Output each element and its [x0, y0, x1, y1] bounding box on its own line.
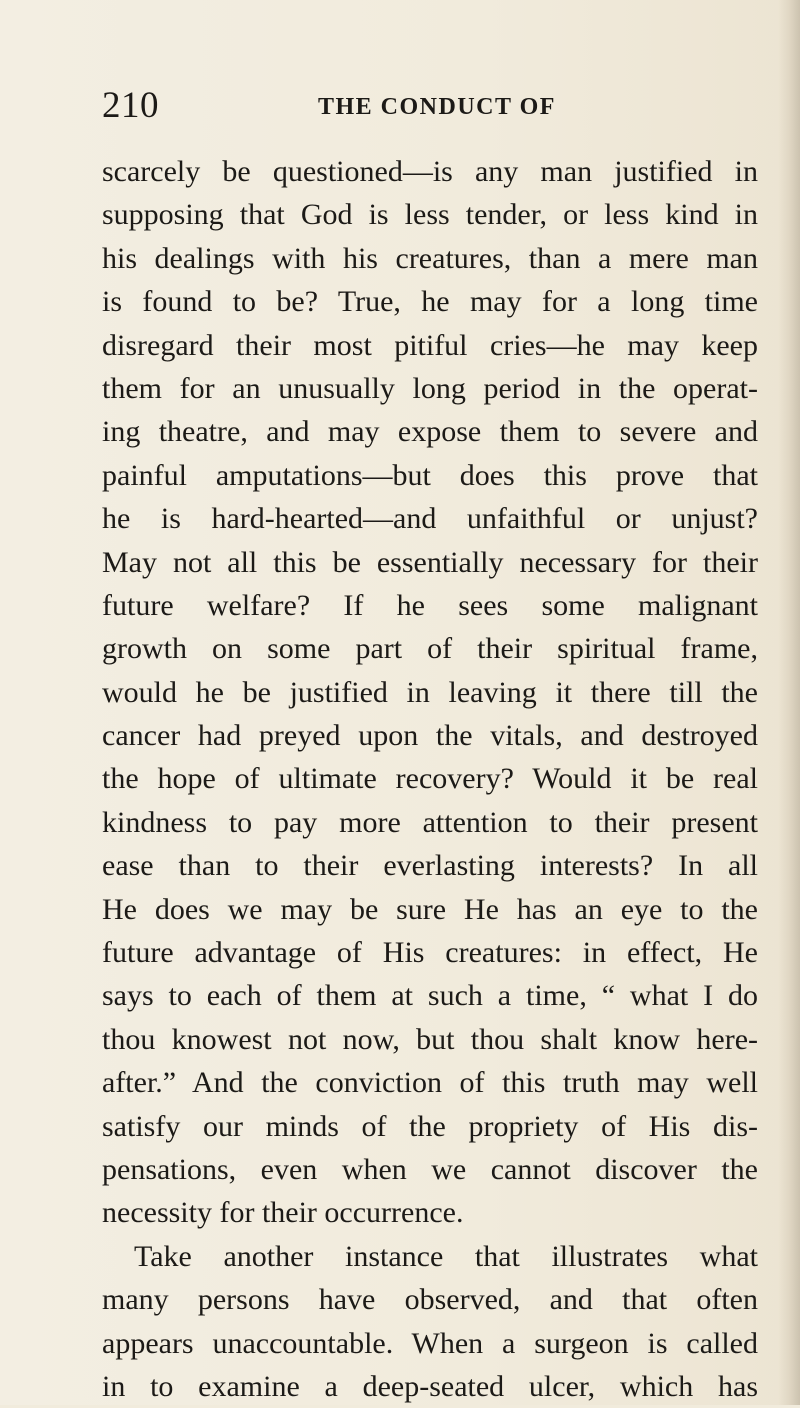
text-line: after.” And the conviction of this truth may well	[102, 1066, 758, 1100]
text-line: supposing that God is less tender, or less kind in	[102, 198, 758, 232]
text-line: He does we may be sure He has an eye to the	[102, 892, 758, 926]
text-line: appears unaccountable. When a surgeon is called	[102, 1326, 758, 1360]
text-line: May not all this be essentially necessary for their	[102, 545, 758, 579]
text-line: thou knowest not now, but thou shalt know here-	[102, 1022, 758, 1056]
text-line: would he be justified in leaving it there till the	[102, 675, 758, 709]
text-line: ease than to their everlasting interests? In all	[102, 849, 758, 883]
text-line: future advantage of His creatures: in effect, He	[102, 936, 758, 970]
text-line: painful amputations—but does this prove that	[102, 458, 758, 492]
text-line: pensations, even when we cannot discover the	[102, 1152, 758, 1186]
running-title: THE CONDUCT OF	[318, 94, 556, 120]
text-line: is found to be? True, he may for a long time	[102, 285, 758, 319]
page-number: 210	[102, 85, 159, 126]
text-line: kindness to pay more attention to their present	[102, 805, 758, 839]
text-line: satisfy our minds of the propriety of His dis-	[102, 1109, 758, 1143]
text-line: ing theatre, and may expose them to severe and	[102, 415, 758, 449]
body-text	[102, 150, 758, 1408]
text-line: says to each of them at such a time, “ what I do	[102, 979, 758, 1013]
text-line: his dealings with his creatures, than a mere man	[102, 241, 758, 275]
text-line: growth on some part of their spiritual frame,	[102, 632, 758, 666]
text-line: cancer had preyed upon the vitals, and destroyed	[102, 719, 758, 753]
page-edge-shadow	[778, 0, 800, 1405]
text-line: future welfare? If he sees some malignant	[102, 588, 758, 622]
running-head	[102, 86, 782, 126]
text-line: he is hard-hearted—and unfaithful or unjust?	[102, 502, 758, 536]
text-line: disregard their most pitiful cries—he may keep	[102, 328, 758, 362]
text-line: the hope of ultimate recovery? Would it be real	[102, 762, 758, 796]
text-line: many persons have observed, and that often	[102, 1283, 758, 1317]
text-line: Take another instance that illustrates what	[134, 1239, 758, 1273]
text-line: in to examine a deep-seated ulcer, which has	[102, 1369, 758, 1403]
text-line: necessity for their occurrence.	[102, 1196, 464, 1230]
text-line: them for an unusually long period in the operat-	[102, 371, 758, 405]
text-line: scarcely be questioned—is any man justified in	[102, 155, 758, 188]
